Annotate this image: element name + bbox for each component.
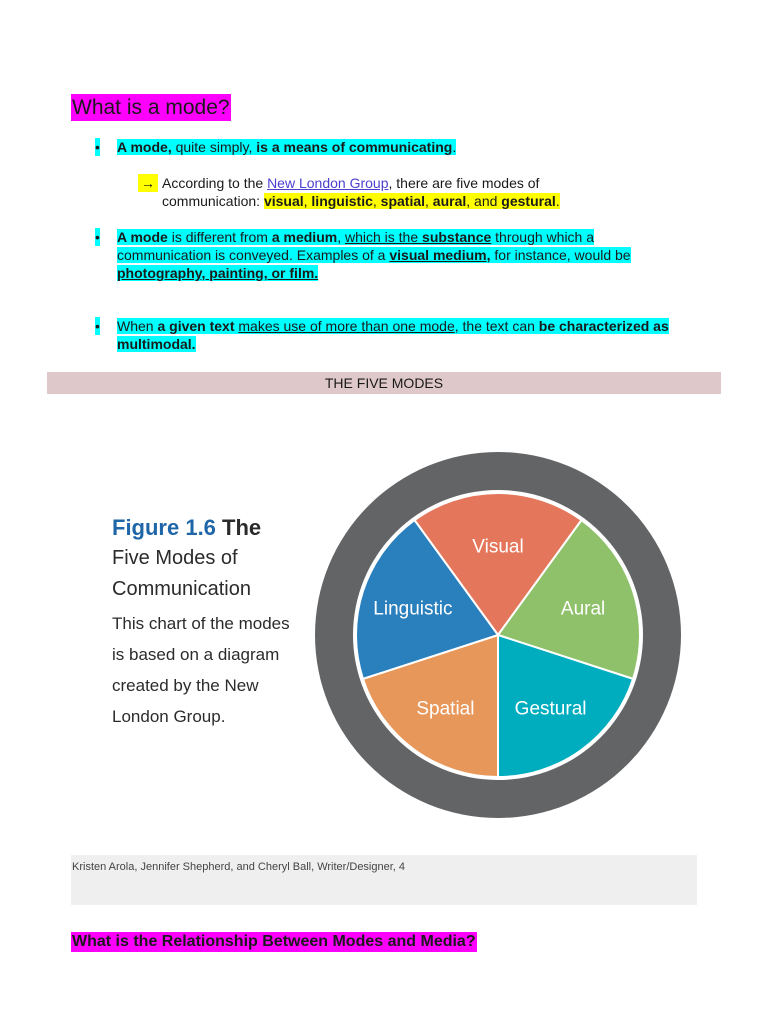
b2-p10: photography, painting, or film. — [117, 265, 319, 281]
b2-p4: , — [337, 229, 345, 245]
mode-visual: visual — [263, 193, 304, 209]
citation-box — [71, 855, 697, 905]
pie-label-gestural: Gestural — [514, 698, 587, 720]
sub-c1: , — [303, 193, 312, 209]
b1-p6: . — [452, 139, 457, 155]
b2-p6: substance — [422, 229, 492, 245]
b1-p1: A mode, — [117, 139, 172, 155]
b2-p3: a medium — [271, 229, 338, 245]
pie-label-aural: Aural — [560, 598, 606, 620]
sub-c2: , — [372, 193, 381, 209]
b2-p8: visual medium, — [389, 247, 491, 263]
mode-spatial: spatial — [380, 193, 426, 209]
pie-label-linguistic: Linguistic — [373, 598, 453, 620]
sub-p1: According to the — [162, 175, 268, 191]
figure-caption-line3: created by the New — [112, 676, 259, 695]
b2-p7: through which a communication is conveyed. Examples of a — [117, 229, 595, 263]
figure-caption — [112, 512, 327, 732]
bullet-3-text — [117, 317, 697, 353]
sub-c4: , and — [466, 193, 502, 209]
sub-c3: , — [425, 193, 433, 209]
figure-caption-line2: is based on a diagram — [112, 645, 280, 664]
sub-end: . — [555, 193, 560, 209]
b1-p3: is — [256, 139, 268, 155]
b1-p5: a means of communicating — [271, 139, 453, 155]
b3-p5: , the text can — [454, 318, 539, 334]
bullet-dot: • — [95, 139, 100, 155]
figure-title-line2: Five Modes of — [112, 547, 238, 569]
mode-aural: aural — [432, 193, 467, 209]
b1-p2: quite simply, — [171, 139, 257, 155]
b2-p5: which is the — [344, 229, 423, 245]
b3-p4: makes use of more than one mode — [238, 318, 455, 334]
bullet-1-text — [117, 138, 456, 156]
b2-p1: A mode — [117, 229, 168, 245]
section-heading: What is the Relationship Between Modes and Media? — [72, 933, 476, 950]
figure-title-line3: Communication — [112, 578, 251, 600]
b3-p1: When — [117, 318, 158, 334]
banner-label: THE FIVE MODES — [324, 375, 444, 391]
figure-title-rest: The — [215, 515, 262, 540]
b3-p6: be characterized as multimodal. — [117, 318, 669, 352]
mode-gestural: gestural — [501, 193, 556, 209]
figure-caption-line4: London Group. — [112, 707, 226, 726]
sub-p2: , there are five modes of communication: — [162, 175, 540, 209]
new-london-group-link[interactable]: New London Group — [267, 175, 389, 191]
figure-label: Figure 1.6 — [112, 515, 216, 540]
five-modes-banner — [47, 372, 721, 394]
figure-caption-line1: This chart of the modes — [112, 614, 290, 633]
b3-p2: a given text — [157, 318, 235, 334]
bullet-2-text — [117, 228, 677, 282]
bullet-dot: • — [95, 318, 100, 334]
page-title: What is a mode? — [72, 96, 230, 119]
b2-p9: for instance, would be — [490, 247, 631, 263]
mode-linguistic: linguistic — [311, 193, 373, 209]
arrow-icon: → — [138, 174, 158, 192]
pie-label-visual: Visual — [472, 536, 524, 558]
sub-bullet-text — [162, 174, 622, 210]
b2-p2: is different from — [167, 229, 272, 245]
multimodal-pie-chart — [313, 410, 683, 850]
citation-text: Kristen Arola, Jennifer Shepherd, and Cheryl Ball, Writer/Designer, 4 — [72, 861, 406, 873]
bullet-dot: • — [95, 229, 100, 245]
pie-label-spatial: Spatial — [416, 698, 475, 720]
